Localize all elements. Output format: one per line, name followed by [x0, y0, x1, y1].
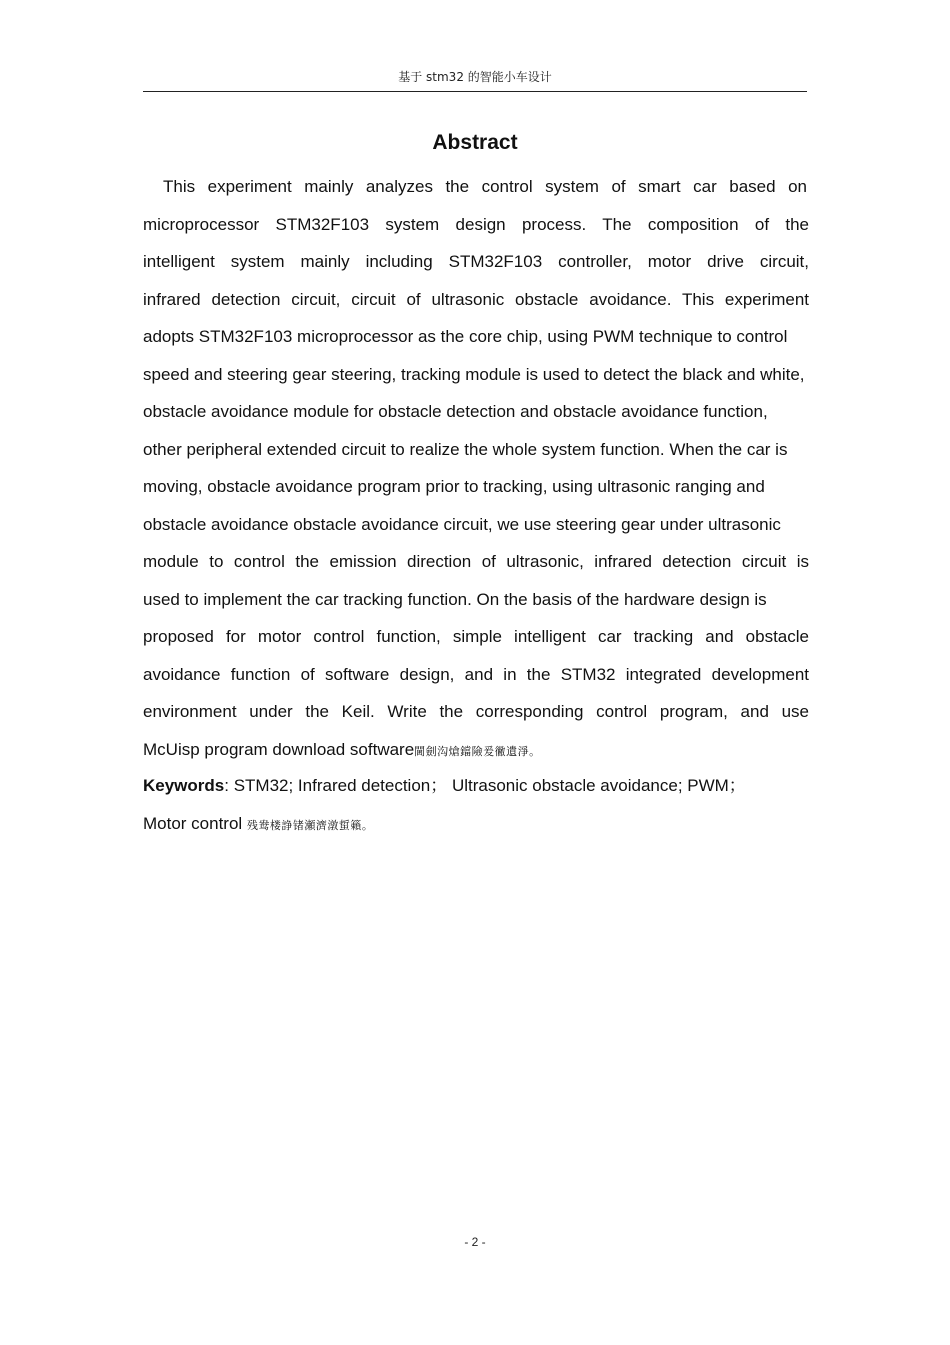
abstract-line: used to implement the car tracking function. On the basis of the hardware design is — [143, 589, 767, 609]
abstract-line: intelligent system mainly including STM32F103 controller, motor drive circuit, — [143, 252, 809, 271]
abstract-line: This experiment mainly analyzes the control system of smart car based on — [163, 177, 807, 196]
abstract-line: module to control the emission direction of ultrasonic, infrared detection circuit is — [143, 552, 809, 571]
abstract-line: obstacle avoidance module for obstacle detection and obstacle avoidance function, — [143, 402, 768, 421]
keywords-line-2 — [143, 812, 746, 850]
abstract-line: other peripheral extended circuit to realize the whole system function. When the car is — [143, 439, 788, 459]
abstract-title: Abstract — [432, 131, 518, 154]
abstract-garbled-suffix: 閫劍沟熗鐺險爰徶遺淨。 — [414, 744, 541, 758]
abstract-line: microprocessor STM32F103 system design process. The composition of the — [143, 214, 809, 234]
keywords-line2-text: Motor control — [143, 813, 247, 833]
keywords-line — [143, 774, 746, 812]
abstract-body — [143, 175, 843, 775]
running-header: 基于 stm32 的智能小车设计 — [398, 70, 552, 84]
abstract-line: speed and steering gear steering, tracking module is used to detect the black and white, — [143, 364, 805, 384]
keywords-text: : STM32; Infrared detection； Ultrasonic obstacle avoidance; PWM； — [224, 776, 746, 795]
header-rule — [143, 91, 807, 92]
keywords-garbled-suffix: 残鸯楼諍锗瀬濟潡蜇籟。 — [246, 818, 374, 832]
abstract-line: obstacle avoidance obstacle avoidance circuit, we use steering gear under ultrasonic — [143, 514, 781, 534]
abstract-line: avoidance function of software design, and in the STM32 integrated development — [143, 664, 809, 684]
abstract-line: moving, obstacle avoidance program prior to tracking, using ultrasonic ranging and — [143, 477, 765, 496]
keywords-block — [143, 774, 746, 849]
keywords-label: Keywords — [143, 776, 225, 795]
page-number: - 2 - — [464, 1235, 486, 1249]
abstract-line: infrared detection circuit, circuit of ultrasonic obstacle avoidance. This experiment — [143, 289, 809, 309]
abstract-line: proposed for motor control function, simple intelligent car tracking and obstacle — [143, 627, 809, 646]
abstract-line: environment under the Keil. Write the corresponding control program, and use — [143, 702, 809, 721]
abstract-last-line-text: McUisp program download software — [143, 739, 415, 759]
abstract-last-line — [143, 738, 843, 776]
abstract-line: adopts STM32F103 microprocessor as the core chip, using PWM technique to control — [143, 327, 788, 346]
